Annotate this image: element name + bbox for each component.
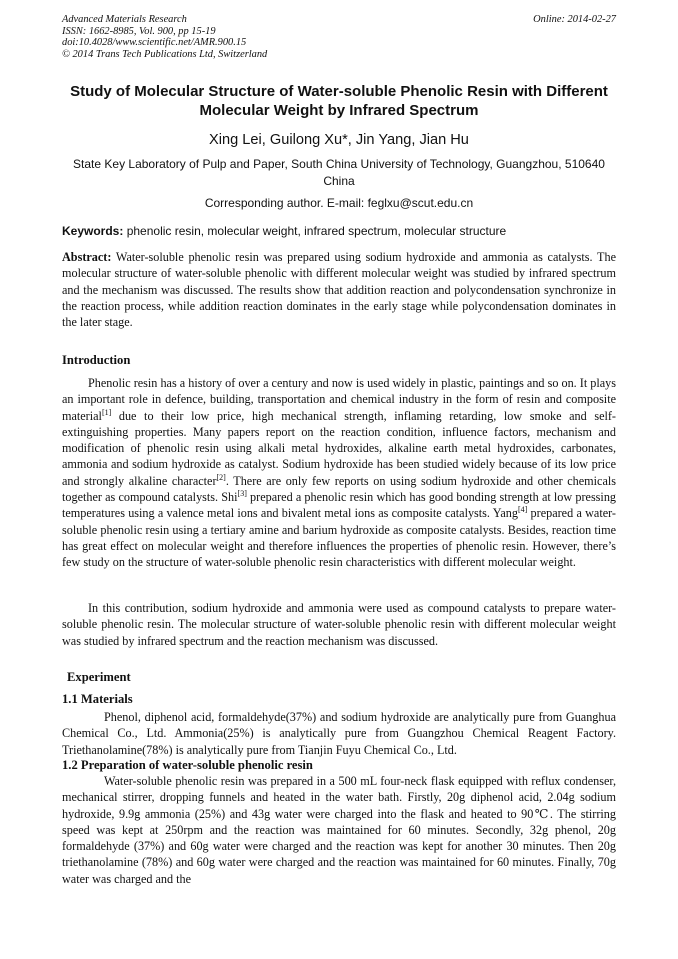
issn-line: ISSN: 1662-8985, Vol. 900, pp 15-19 bbox=[62, 25, 216, 37]
introduction-paragraph-1 bbox=[62, 375, 616, 571]
copyright-line: © 2014 Trans Tech Publications Ltd, Switzerland bbox=[62, 48, 268, 60]
citation-ref: [1] bbox=[101, 407, 112, 417]
journal-header bbox=[62, 14, 616, 60]
citation-ref: [2] bbox=[216, 472, 226, 482]
introduction-heading: Introduction bbox=[62, 353, 131, 367]
citation-ref: [4] bbox=[517, 505, 528, 515]
intro-text: prepared a water-soluble phenolic resin using a tertiary amine and barium hydroxide as composite catalysts. Besides, reaction time has great effect on molecular weight and therefore influences the properties of phenolic resin. However, there’s few study on the structure of water-soluble phenolic resin characteristics with different molecular weight. bbox=[62, 506, 616, 570]
citation-ref: [3] bbox=[237, 489, 247, 499]
preparation-heading: 1.2 Preparation of water-soluble phenolic resin bbox=[62, 758, 313, 772]
intro-text: prepared a phenolic resin which has good bonding strength at low pressing temperatures using a valence metal ions and bivalent metal ions as composite catalysts. Yang bbox=[62, 490, 617, 521]
materials-heading: 1.1 Materials bbox=[62, 692, 133, 706]
journal-name: Advanced Materials Research bbox=[62, 14, 187, 25]
corresponding-author: Corresponding author. E-mail: feglxu@scut.edu.cn bbox=[204, 196, 474, 210]
abstract-text: Water-soluble phenolic resin was prepared using sodium hydroxide and ammonia as catalysts. The molecular structure of water-soluble phenolic with different molecular weight was studied by infrared spectrum and the mechanism was discussed. The results show that addition reaction and polycondensation synchronize in the reaction process, while addition reaction dominates in the early stage while polycondensation dominates in the later stage. bbox=[62, 250, 617, 330]
experiment-heading: Experiment bbox=[67, 670, 131, 684]
intro-text: . There are only few reports on using sodium hydroxide and other chemicals together as compound catalysts. Shi bbox=[62, 473, 616, 505]
online-date: Online: 2014-02-27 bbox=[533, 14, 616, 25]
keywords bbox=[62, 224, 616, 238]
affiliation: State Key Laboratory of Pulp and Paper, South China University of Technology, Guangzhou, 510640 China bbox=[73, 157, 605, 188]
introduction-paragraph-2: In this contribution, sodium hydroxide and ammonia were used as compound catalysts to prepare water-soluble phenolic resin. The molecular structure of water-soluble phenolic resin with different molecular weight was studied by infrared spectrum and the reaction mechanism was discussed. bbox=[62, 601, 616, 648]
doi-line: doi:10.4028/www.scientific.net/AMR.900.15 bbox=[62, 37, 247, 49]
preparation-text: Water-soluble phenolic resin was prepared in a 500 mL four-neck flask equipped with reflux condenser, mechanical stirrer, dropping funnels and heated in the water bath. Firstly, 20g diphenol acid, 2.04g sodium hydroxide, 9.9g ammonia (25%) and 43g water were charged into the flask and heated to 90℃. The stirring speed was kept at 250rpm and the reaction was maintained for 60 minutes. Secondly, 32g phenol, 20g formaldehyde (37%) and 60g water were charged and the reaction was kept for another 30 minutes. Then 20g triethanolamine (78%) and 60g water were charged and the reaction was maintained for 60 minutes. Finally, 70g water was charged and the bbox=[62, 774, 616, 886]
keywords-label: Keywords: bbox=[62, 224, 124, 238]
intro-text: due to their low price, high mechanical strength, inflaming retarding, low smoke and self-extinguishing properties. Many papers report on the reaction condition, influence factors, mechanism and modification of phenolic resin using alkali metal hydroxides, alkaline earth metal hydroxides, carbonates, ammonia and sodium hydroxide as catalyst. Sodium hydroxide has been studied widely because of its low price and strongly alkaline character bbox=[62, 408, 616, 488]
intro-text: Phenolic resin has a history of over a century and now is used widely in plastic, paintings and so on. It plays an important role in defence, building, transportation and chemical industry in the form of resin and composite material bbox=[62, 376, 616, 423]
abstract-label: Abstract: bbox=[62, 250, 112, 264]
author-list: Xing Lei, Guilong Xu*, Jin Yang, Jian Hu bbox=[209, 132, 469, 148]
abstract bbox=[62, 249, 616, 330]
materials-text: Phenol, diphenol acid, formaldehyde(37%) and sodium hydroxide are analytically pure from Guanghua Chemical Co., Ltd. Ammonia(25%) is analytically pure from Guangzhou Chemical Reagent Factory. Triethanolamine(78%) is analytically pure from Tianjin Fuyu Chemical Co., Ltd. bbox=[62, 710, 616, 757]
keywords-text: phenolic resin, molecular weight, infrared spectrum, molecular structure bbox=[126, 224, 507, 238]
paper-title: Study of Molecular Structure of Water-soluble Phenolic Resin with Different Molecular Weight by Infrared Spectrum bbox=[70, 83, 608, 119]
